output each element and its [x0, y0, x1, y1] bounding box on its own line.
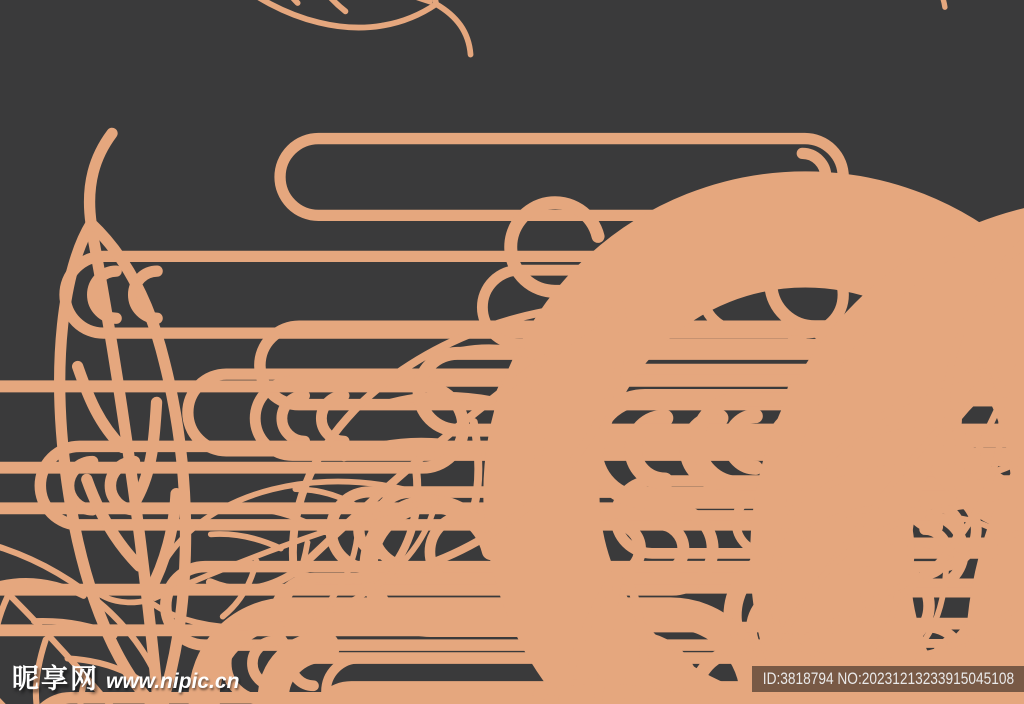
site-name-watermark: 昵享网: [12, 664, 99, 694]
leaf-motif: [130, 0, 511, 82]
leaf-motif: [624, 0, 975, 33]
site-url-watermark: www.nipic.cn: [106, 670, 240, 693]
image-id-strip: [752, 666, 1024, 692]
image-id-text: ID:3818794 NO:20231213233915045108: [762, 670, 1015, 688]
site-watermark: [12, 660, 239, 698]
